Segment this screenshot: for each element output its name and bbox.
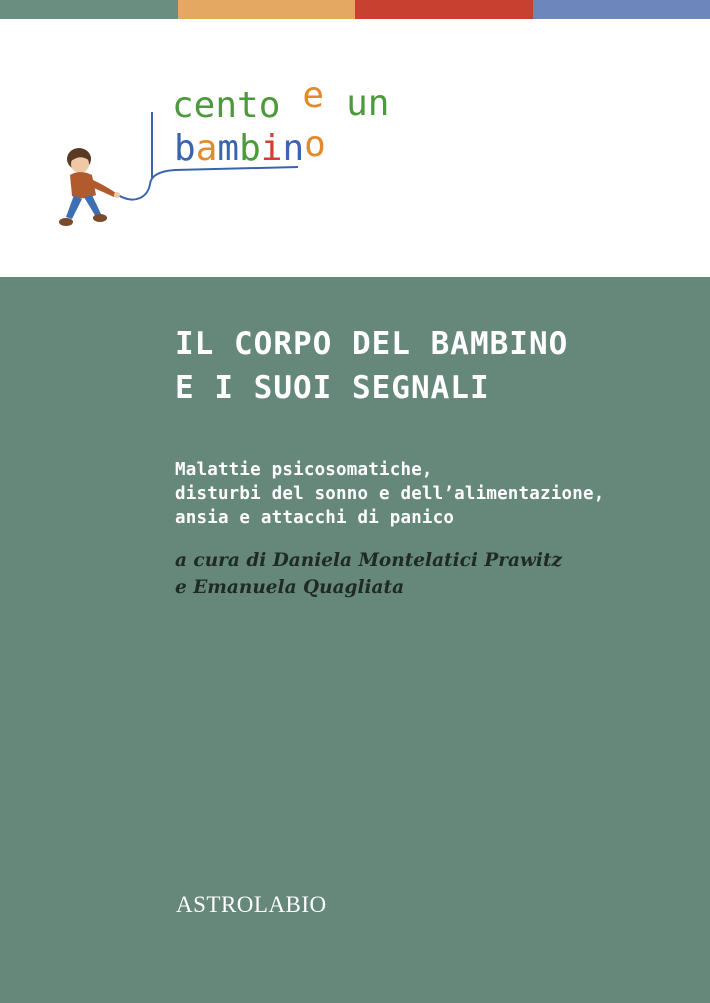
logo-line-1 [172,75,389,126]
book-title-line-1: IL CORPO DEL BAMBINO [175,326,569,362]
logo-word-un: un [346,83,390,124]
logo-letter: b [174,128,196,169]
logo-line-2 [174,124,326,169]
logo-letter: b [239,128,261,169]
book-subtitle-line-1: Malattie psicosomatiche, [175,460,433,480]
logo-letter: n [282,128,305,169]
publisher-name: ASTROLABIO [176,892,327,917]
logo-word-e: e [302,75,325,116]
cover-body [0,277,710,1003]
logo-letter: a [195,128,218,169]
logo-letter: o [304,124,326,165]
book-title [175,322,568,410]
book-title-line-2: E I SUOI SEGNALI [175,370,490,406]
stripe-orange [178,0,356,19]
book-editors-line-1: a cura di Daniela Montelatici Prawitz [175,550,563,571]
book-subtitle-line-3: ansia e attacchi di panico [175,508,455,528]
color-stripe-bar [0,0,710,19]
walking-child-illustration [59,148,120,226]
book-editors [175,547,562,601]
logo-letter: i [260,128,283,169]
cover-header [0,19,710,277]
book-subtitle-line-2: disturbi del sonno e dell’alimentazione, [175,484,605,504]
stripe-green [0,0,178,19]
book-subtitle [175,458,604,530]
stripe-blue [533,0,710,19]
logo-word-cento: cento [172,85,281,126]
logo-letter: m [217,128,240,169]
kite-string [118,167,298,199]
stripe-red [355,0,533,19]
series-logo [0,19,710,277]
book-editors-line-2: e Emanuela Quagliata [175,577,405,598]
